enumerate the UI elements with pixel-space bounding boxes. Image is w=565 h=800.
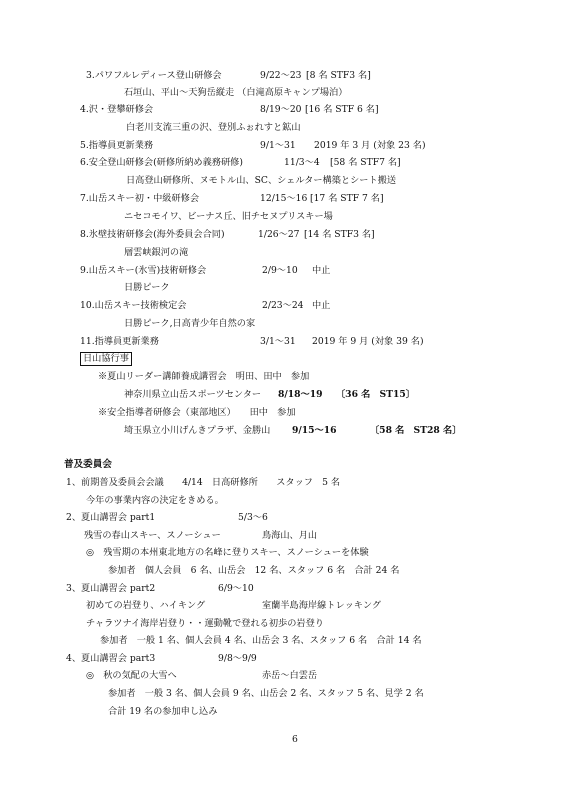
- event-7-title: 7.山岳スキー初・中級研修会: [80, 193, 200, 204]
- event-11-title: 11.指導員更新業務: [80, 336, 159, 347]
- event-6-sub: 日高登山研修所、ヌモトル山、SC、シェルター構築とシート搬送: [126, 175, 397, 186]
- event-3-date: 9/22～23: [260, 70, 302, 81]
- event-10-title: 10.山岳スキー技術検定会: [80, 300, 187, 311]
- event-6-info: [58 名 STF7 名]: [330, 157, 401, 168]
- nissan-item-2-date: 9/15～16: [292, 425, 337, 436]
- event-5-info: 2019 年 3 月 (対象 23 名): [314, 140, 426, 151]
- fukyu-1-desc: 今年の事業内容の決定をきめる。: [86, 495, 224, 506]
- nissan-item-1-date: 8/18～19: [278, 389, 323, 400]
- nissan-item-1-info: 〔36 名 ST15〕: [336, 389, 415, 400]
- event-9-info: 中止: [312, 265, 331, 276]
- fukyu-2-date: 5/3～6: [238, 512, 268, 523]
- event-4-sub: 白老川支流三重の沢、登別ふぉれすと鉱山: [126, 122, 301, 133]
- event-7-sub: ニセコモイワ、ビーナス丘、旧チセヌプリスキー場: [124, 211, 333, 222]
- fukyu-3-place: 室蘭半島海岸線トレッキング: [262, 600, 382, 611]
- event-3-title: 3.パワフルレディース登山研修会: [86, 70, 222, 81]
- nissan-item-1-line1: ※夏山リーダー講師養成講習会 明田、田中 参加: [98, 371, 310, 382]
- event-7-info: [17 名 STF 7 名]: [310, 193, 384, 204]
- fukyu-4-total: 合計 19 名の参加申し込み: [108, 706, 218, 717]
- nissan-item-2-info: 〔58 名 ST28 名〕: [370, 425, 462, 436]
- fukyu-2-title: 2、夏山講習会 part1: [66, 512, 156, 523]
- fukyu-3-desc: 初めての岩登り、ハイキング: [86, 600, 206, 611]
- page-number: 6: [292, 734, 298, 745]
- fukyu-heading: 普及委員会: [64, 459, 112, 470]
- nissan-label: 日山協行事: [80, 352, 132, 366]
- event-10-info: 中止: [312, 300, 331, 311]
- fukyu-1-title: 1、前期普及委員会会議 4/14 日高研修所 スタッフ 5 名: [66, 477, 341, 488]
- event-11-info: 2019 年 9 月 (対象 39 名): [312, 336, 424, 347]
- event-11-date: 3/1～31: [260, 336, 296, 347]
- nissan-item-1-place: 神奈川県立山岳スポーツセンター: [124, 389, 262, 400]
- fukyu-3-participants: 参加者 一般 1 名、個人会員 4 名、山岳会 3 名、スタッフ 6 名 合計 14 名: [100, 635, 422, 646]
- event-8-date: 1/26～27: [258, 229, 300, 240]
- event-4-title: 4.沢・登攀研修会: [80, 104, 154, 115]
- nissan-item-2-place: 埼玉県立小川げんきプラザ、金勝山: [124, 425, 271, 436]
- fukyu-3-date: 6/9～10: [218, 583, 254, 594]
- event-7-date: 12/15～16: [260, 193, 308, 204]
- fukyu-2-participants: 参加者 個人会員 6 名、山岳会 12 名、スタッフ 6 名 合計 24 名: [108, 565, 400, 576]
- event-6-title: 6.安全登山研修会(研修所納め義務研修): [80, 157, 243, 168]
- event-9-sub: 日勝ピーク: [124, 282, 170, 293]
- fukyu-2-place: 鳥海山、月山: [262, 530, 318, 541]
- event-10-date: 2/23～24: [262, 300, 304, 311]
- event-4-info: [16 名 STF 6 名]: [305, 104, 379, 115]
- event-10-sub: 日勝ピーク,日高青少年自然の家: [124, 318, 256, 329]
- fukyu-3-note: チャラツナイ海岸岩登り・・運動靴で登れる初歩の岩登り: [86, 618, 324, 629]
- event-3-info: [8 名 STF3 名]: [306, 70, 371, 81]
- fukyu-4-title: 4、夏山講習会 part3: [66, 653, 156, 664]
- fukyu-4-date: 9/8～9/9: [218, 653, 257, 664]
- event-9-title: 9.山岳スキー(氷雪)技術研修会: [80, 265, 207, 276]
- event-8-info: [14 名 STF3 名]: [304, 229, 375, 240]
- fukyu-3-title: 3、夏山講習会 part2: [66, 583, 156, 594]
- fukyu-4-participants: 参加者 一般 3 名、個人会員 9 名、山岳会 2 名、スタッフ 5 名、見学 2 名: [108, 688, 424, 699]
- event-9-date: 2/9～10: [262, 265, 298, 276]
- event-4-date: 8/19～20: [260, 104, 302, 115]
- event-3-sub: 石垣山、平山～天狗岳縦走 （白滝高原キャンプ場泊）: [124, 87, 348, 98]
- fukyu-4-desc: ◎ 秋の気配の大雪へ: [86, 670, 177, 681]
- event-5-date: 9/1～31: [260, 140, 296, 151]
- fukyu-2-desc: 残雪の春山スキー、スノーシュー: [84, 530, 221, 541]
- nissan-item-2-line1: ※安全指導者研修会（東部地区） 田中 参加: [98, 407, 296, 418]
- event-6-date: 11/3～4: [284, 157, 320, 168]
- fukyu-4-place: 赤岳～白雲岳: [262, 670, 318, 681]
- event-8-sub: 層雲峡銀河の滝: [124, 247, 189, 258]
- event-5-title: 5.指導員更新業務: [80, 140, 154, 151]
- event-8-title: 8.氷壁技術研修会(海外委員会合同): [80, 229, 225, 240]
- fukyu-2-note: ◎ 残雪期の本州東北地方の名峰に登りスキー、スノーシューを体験: [86, 547, 369, 558]
